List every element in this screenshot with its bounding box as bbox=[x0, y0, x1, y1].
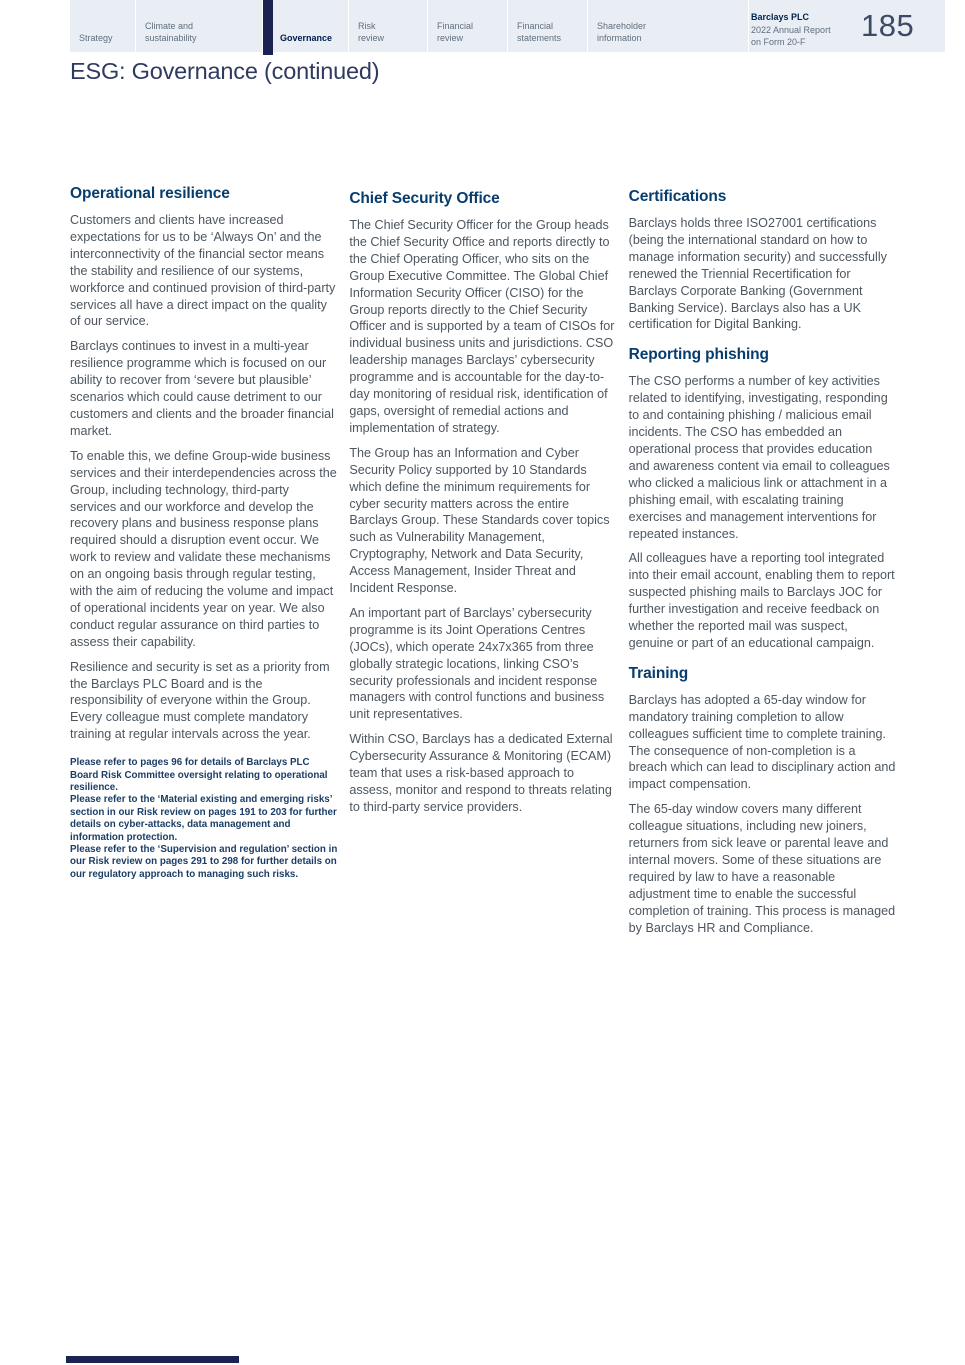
tab-label: Governance bbox=[280, 32, 333, 43]
section-heading: Certifications bbox=[628, 188, 727, 205]
section-certifications bbox=[629, 188, 896, 333]
section-chief-security-office bbox=[349, 190, 616, 816]
section-reporting-phishing bbox=[629, 346, 896, 652]
paragraph: The CSO performs a number of key activities related to identifying, investigating, responding to and containing phishing / malicious email incidents. The CSO has embedded an operational process that provides education and awareness content via email to colleagues who clicked a malicious link or attachment in a phishing email, with escalating training exercises and management interventions for repeated instances. bbox=[628, 374, 890, 541]
paragraph: The 65-day window covers many different colleague situations, including new joiners, returners from sick leave or parental leave and internal movers. Some of these situations are required by law to have a reasonable adjustment time to enable the successful completion of training. This process is managed by Barclays HR and Compliance. bbox=[628, 802, 896, 935]
tab-label: Climate and sustainability bbox=[145, 21, 197, 43]
tab-governance-active[interactable] bbox=[262, 0, 348, 52]
tab-shareholder-information[interactable] bbox=[587, 0, 667, 52]
tab-label: Risk review bbox=[358, 21, 385, 43]
nav-right-block bbox=[748, 0, 945, 52]
brand-company: Barclays PLC bbox=[751, 12, 810, 22]
paragraph: Barclays has adopted a 65-day window for mandatory training completion to allow colleagues sufficient time to complete training. The consequence of non-completion is a breach which can lead to disciplinary action and impact compensation. bbox=[628, 692, 896, 792]
page-number: 185 bbox=[861, 8, 915, 43]
tab-label: Strategy bbox=[79, 32, 113, 43]
tab-label: Financial statements bbox=[517, 21, 562, 43]
section-training bbox=[629, 665, 896, 937]
paragraph: Barclays holds three ISO27001 certifications (being the international standard on how to manage information security) and successfully renewed the Triennial Recertification for Barclays Corporate Banking (Government Banking Service). Barclays also has a UK certification for Digital Banking. bbox=[628, 216, 887, 332]
active-tab-indicator bbox=[263, 0, 273, 55]
footer-accent-bar bbox=[66, 1356, 239, 1363]
paragraph: To enable this, we define Group-wide business services and their interdependencies across the Group, including technology, third-party services and our workforce and develop the recovery plans and business response plans required should a disruption event occur. We work to review and validate these mechanisms on an ongoing basis through regular testing, with the aim of reducing the volume and impact of operational incidents year on year. We also conduct regular assurance on third parties to assess their capability. bbox=[70, 448, 337, 649]
paragraph: The Group has an Information and Cyber Security Policy supported by 10 Standards which define the minimum requirements for cyber security matters across the entire Barclays Group. These Standards cover topics such as Vulnerability Management, Cryptography, Network and Data Security, Access Management, Insider Threat and Incident Response. bbox=[349, 445, 610, 596]
footnote: Please refer to pages 96 for details of Barclays PLC Board Risk Committee oversight relating to operational resilience. bbox=[70, 757, 328, 793]
page-title: ESG: Governance (continued) bbox=[70, 58, 380, 84]
report-brand bbox=[749, 0, 855, 52]
section-heading: Operational resilience bbox=[70, 185, 230, 202]
column-chief-security-office bbox=[349, 185, 616, 945]
column-certifications-training bbox=[629, 185, 896, 945]
section-operational-resilience bbox=[70, 185, 337, 743]
brand-report-title: 2022 Annual Report bbox=[751, 24, 831, 35]
paragraph: Within CSO, Barclays has a dedicated External Cybersecurity Assurance & Monitoring (ECAM) team that uses a risk-based approach to assess, monitor and respond to threats relating to third-party service providers. bbox=[349, 732, 613, 814]
tab-risk-review[interactable] bbox=[348, 0, 427, 52]
tab-strategy[interactable] bbox=[70, 0, 135, 52]
paragraph: The Chief Security Officer for the Group heads the Chief Security Office and reports directly to the Chief Operating Officer, who sits on the Group Executive Committee. The Global Chief Information Security Officer (CISO) for the Group reports directly to the Chief Security Officer and is supported by a team of CISOs for individual business units and jurisdictions. CSO leadership manages Barclays’ cybersecurity programme and is accountable for the day-to-day monitoring of residual risk, identification of gaps, oversight of remedial actions and implementation of strategy. bbox=[349, 218, 615, 435]
brand-report-subtitle: on Form 20-F bbox=[751, 37, 806, 47]
paragraph: Customers and clients have increased expectations for us to be ‘Always On’ and the interconnectivity of the financial sector means the stability and resilience of our systems, workforce and continued provision of third-party services all have a direct impact on the quality of our service. bbox=[70, 213, 336, 329]
tab-label: Shareholder information bbox=[597, 21, 647, 43]
tab-financial-review[interactable] bbox=[427, 0, 507, 52]
section-heading: Reporting phishing bbox=[628, 346, 769, 364]
footnote: Please refer to the ‘Material existing and emerging risks’ section in our Risk review on pages 191 to 203 for further details on cyber-attacks, data management and information protection. bbox=[70, 794, 337, 843]
column-operational-resilience bbox=[70, 185, 337, 945]
paragraph: Resilience and security is set as a priority from the Barclays PLC Board and is the responsibility of everyone within the Group. Every colleague must complete mandatory training at regular intervals across the year. bbox=[70, 659, 330, 742]
paragraph: Barclays continues to invest in a multi-year resilience programme which is focused on our ability to recover from ‘severe but plausible’ scenarios which could cause detriment to our customers and clients and the broader financial market. bbox=[70, 339, 334, 438]
footnote: Please refer to the ‘Supervision and regulation’ section in our Risk review on pages 291 to 298 for further details on our regulatory approach to managing such risks. bbox=[70, 844, 338, 880]
tab-label: Financial review bbox=[437, 21, 474, 43]
paragraph: An important part of Barclays’ cybersecurity programme is its Joint Operations Centres (JOCs), which operate 24x7x365 from three globally strategic locations, linking CSO’s security professionals and incident response managers with control functions and business unit representatives. bbox=[349, 605, 605, 722]
section-heading: Chief Security Office bbox=[349, 190, 500, 207]
nav-spacer bbox=[667, 0, 748, 52]
paragraph: All colleagues have a reporting tool integrated into their email account, enabling them to report suspected phishing mails to Barclays JOC for further investigation and receive feedback on whether the reported mail was suspect, genuine or part of an educational campaign. bbox=[628, 551, 895, 650]
footnote-block bbox=[70, 757, 337, 881]
tab-financial-statements[interactable] bbox=[507, 0, 587, 52]
top-nav bbox=[70, 0, 945, 52]
tab-climate-and-sustainability[interactable] bbox=[135, 0, 262, 52]
content-columns bbox=[70, 185, 896, 945]
section-heading: Training bbox=[628, 664, 689, 682]
